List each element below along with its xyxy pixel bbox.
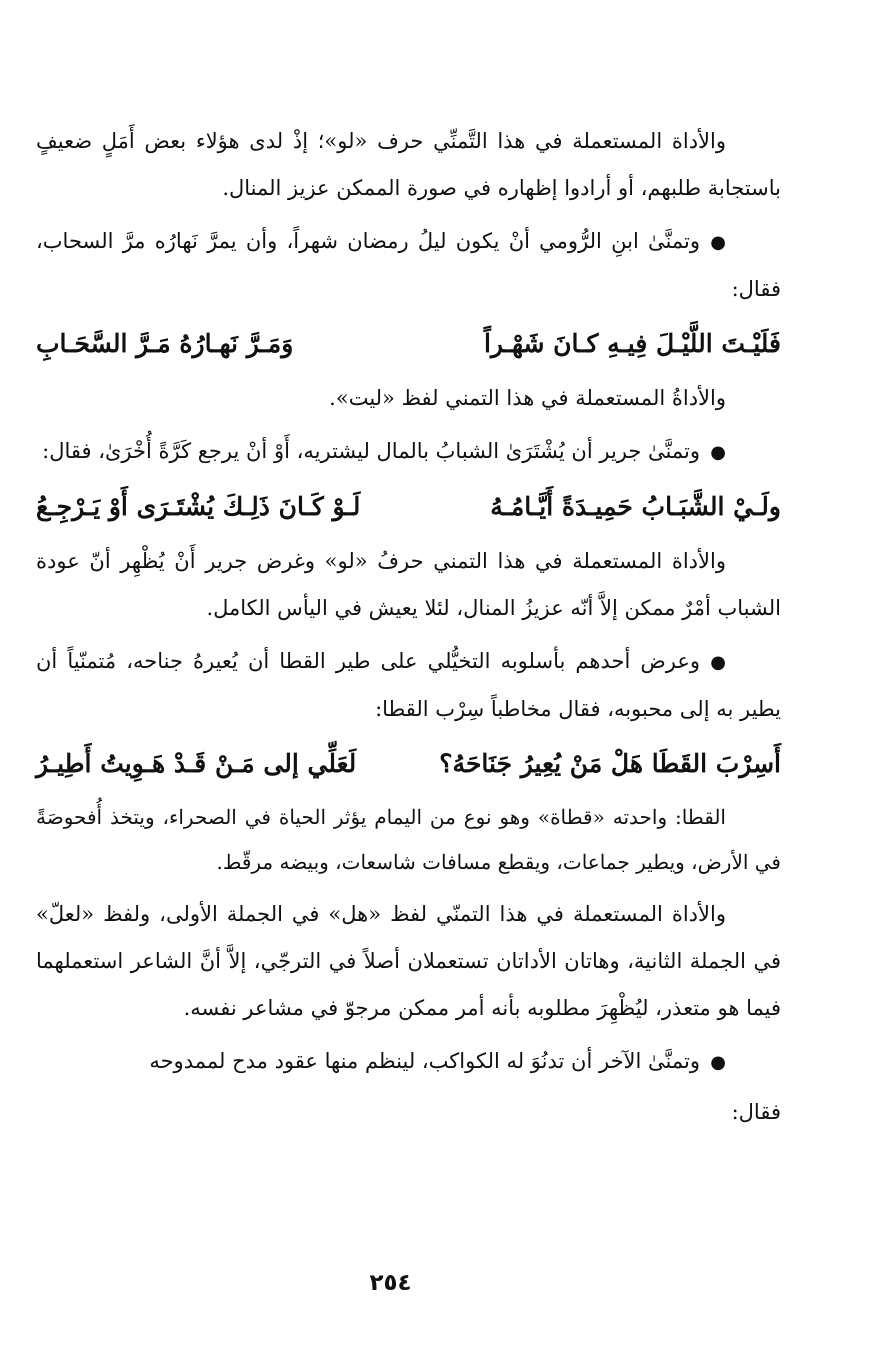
verse-3-first-hemistich: أَسِرْبَ القَطَا هَلْ مَنْ يُعِيرُ جَنَاحَهُ؟ <box>439 749 781 778</box>
paragraph-6-text: وعرض أحدهم بأسلوبه التخيُّلي على طير القطا أن يُعيرهُ جناحه، مُتمنّياً أن يطير به إلى محبوبه، فقال مخاطباً سِرْب القطا: <box>36 649 781 721</box>
bullet-icon: ● <box>710 652 726 673</box>
verse-3 <box>36 739 781 789</box>
paragraph-4 <box>36 428 781 476</box>
paragraph-3: والأداةُ المستعملة في هذا التمني لفظ «ليت». <box>329 386 726 410</box>
paragraph-5: والأداة المستعملة في هذا التمني حرفُ «لو» وغرض جرير أَنْ يُظْهِر أنّ عودة الشباب أمْرٌ ممكن إلاَّ أنّه عزيزُ المنال، لئلا يعيش في اليأس الكامل. <box>36 549 781 620</box>
page-number: ٢٥٤ <box>369 1270 412 1296</box>
verse-2-second-hemistich: لَـوْ كَـانَ ذَلِـكَ يُشْتَـرَى أَوْ يَـرْجِـعُ <box>36 492 361 521</box>
verse-1-first-hemistich: فَلَيْـتَ اللَّيْـلَ فِيـهِ كـانَ شَهْـراً <box>483 329 781 358</box>
footnote-qata: القطا: واحدته «قطاة» وهو نوع من اليمام يؤثر الحياة في الصحراء، ويتخذ أُفحوصَةً في الأرض، ويطير جماعات، ويقطع مسافات شاسعات، وبيضه مرقّط. <box>36 805 781 874</box>
paragraph-8 <box>36 1038 781 1086</box>
paragraph-1: والأداة المستعملة في هذا التَّمنِّي حرف «لو»؛ إذْ لدى هؤلاء بعض أَمَلٍ ضعيفٍ باستجابة طلبهم، أو أرادوا إظهاره في صورة الممكن عزيز المنال. <box>36 129 781 200</box>
verse-2 <box>36 482 781 532</box>
verse-1 <box>36 319 781 369</box>
verse-3-second-hemistich: لَعَلِّي إلى مَـنْ قَـدْ هَـوِيتُ أَطِيـرُ <box>36 749 357 778</box>
bullet-icon: ● <box>710 442 726 463</box>
bullet-icon: ● <box>710 232 726 253</box>
paragraph-2 <box>36 218 781 313</box>
page-body <box>36 118 781 1136</box>
paragraph-4-text: وتمنَّىٰ جرير أن يُشْتَرَىٰ الشبابُ بالمال ليشتريه، أَوْ أنْ يرجع كَرَّةً أُخْرَىٰ، فقال: <box>42 439 700 463</box>
qaal-label: فقال: <box>731 1100 781 1124</box>
verse-1-second-hemistich: وَمَـرَّ نَهـارُهُ مَـرَّ السَّحَـابِ <box>36 329 294 358</box>
paragraph-6 <box>36 638 781 733</box>
paragraph-8-text: وتمنَّىٰ الآخر أن تدنُوَ له الكواكب، لينظم منها عقود مدح لممدوحه <box>149 1049 700 1073</box>
bullet-icon: ● <box>710 1052 726 1073</box>
paragraph-2-text: وتمنَّىٰ ابنِ الرُّومي أنْ يكون ليلُ رمضان شهراً، وأن يمرَّ نَهارُه مرَّ السحاب، فقال: <box>36 229 781 301</box>
paragraph-7: والأداة المستعملة في هذا التمنّي لفظ «هل» في الجملة الأولى، ولفظ «لعلّ» في الجملة الثانية، وهاتان الأداتان تستعملان أصلاً في الترجّي، إلاَّ أنَّ الشاعر استعملهما فيما هو متعذر، ليُظْهِرَ مطلوبه بأنه أمر ممكن مرجوّ في مشاعر نفسه. <box>36 902 781 1020</box>
verse-2-first-hemistich: ولَـيْ الشَّبَـابُ حَمِيـدَةً أَيَّـامُـهُ <box>490 492 781 521</box>
